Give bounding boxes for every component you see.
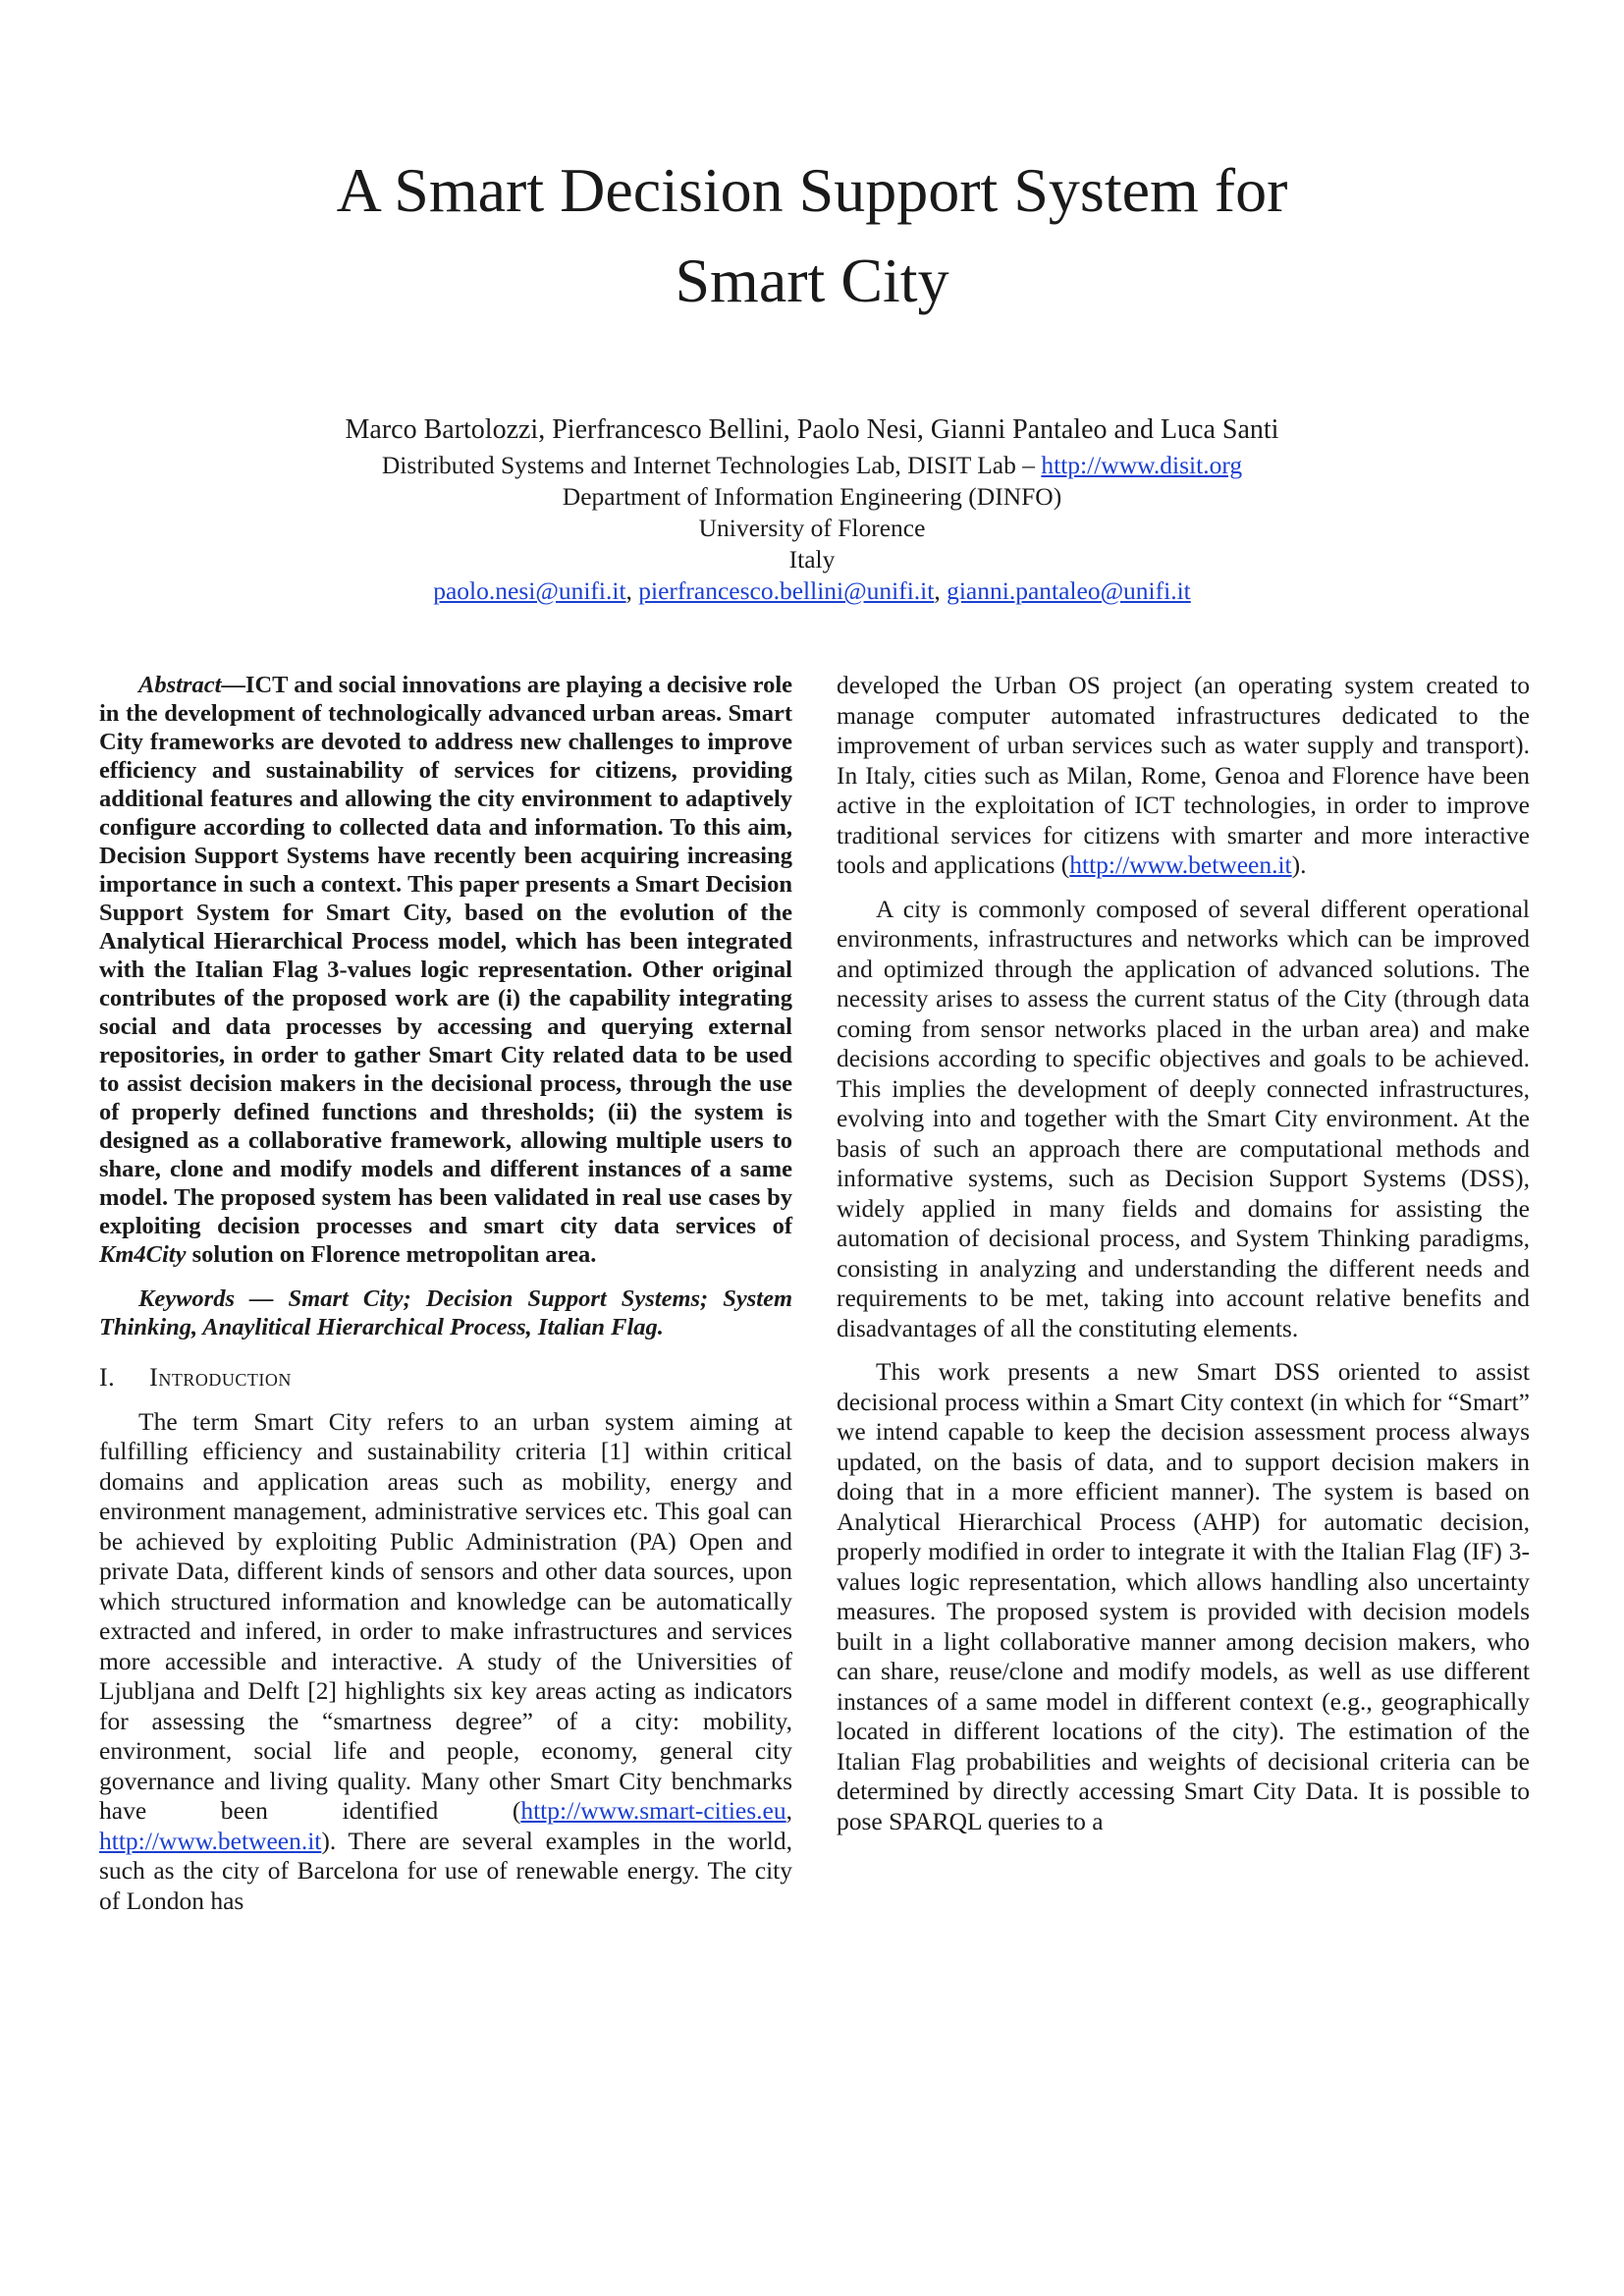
section-number: I. (99, 1363, 116, 1392)
email-separator: , (625, 576, 639, 605)
right-paragraph-1 (837, 671, 1530, 881)
link-separator: , (785, 1796, 792, 1825)
abstract-italic-term: Km4City (99, 1241, 187, 1268)
left-column (99, 671, 792, 1916)
email-link-bellini[interactable]: pierfrancesco.bellini@unifi.it (638, 576, 935, 605)
right-p1-text: developed the Urban OS project (an operating system created to manage computer automated infrastructures dedicated to the improvement of urban services such as water supply and transport). In Italy, cities such as Milan, Rome, Genoa and Florence have been active in the exploitation of ICT technologies, in order to improve traditional services for citizens with smarter and more interactive tools and applications ( (837, 671, 1530, 879)
email-line (0, 575, 1624, 607)
affiliation-block (0, 450, 1624, 607)
lab-line (0, 450, 1624, 481)
intro-tail: ). There are several examples in the world, such as the city of Barcelona for use of renewable energy. The city of London has (99, 1826, 792, 1915)
between-link-2[interactable]: http://www.between.it (1069, 850, 1292, 879)
paper-title (0, 145, 1624, 326)
lab-url-link[interactable]: http://www.disit.org (1041, 451, 1243, 479)
title-line-2: Smart City (675, 246, 949, 315)
abstract-lead: Abstract (138, 672, 222, 698)
between-link[interactable]: http://www.between.it (99, 1826, 322, 1855)
author-list: Marco Bartolozzi, Pierfrancesco Bellini, Paolo Nesi, Gianni Pantaleo and Luca Santi (345, 414, 1279, 445)
right-paragraph-3: This work presents a new Smart DSS oriented to assist decisional process within a Smart City context (in which for “Smart” we intend capable to keep the decision assessment process always updated, on the basis of data, and to support decision makers in doing that in a more efficient manner). The system is based on Analytical Hierarchical Process (AHP) for automatic decision, properly modified in order to integrate it with the Italian Flag (IF) 3-values logic representation, which allows handling also uncertainty measures. The proposed system is provided with decision models built in a light collaborative manner among decision makers, who can share, reuse/clone and modify models, as well as use different instances of a same model in different context (e.g., geographically located in different locations of the city). The estimation of the Italian Flag probabilities and weights of decisional criteria can be determined by directly accessing Smart City Data. It is possible to pose SPARQL queries to a (837, 1357, 1530, 1835)
title-line-1: A Smart Decision Support System for (336, 155, 1288, 225)
section-title: Introduction (149, 1363, 292, 1392)
country-line: Italy (788, 545, 836, 574)
email-separator: , (934, 576, 947, 605)
email-link-nesi[interactable]: paolo.nesi@unifi.it (433, 576, 626, 605)
department-line: Department of Information Engineering (DINFO) (562, 482, 1062, 511)
email-link-pantaleo[interactable]: gianni.pantaleo@unifi.it (947, 576, 1191, 605)
intro-text: The term Smart City refers to an urban system aiming at fulfilling efficiency and sustainability criteria [1] within critical domains and application areas such as mobility, energy and environment management, administrative services etc. This goal can be achieved by exploiting Public Administration (PA) Open and private Data, different kinds of sensors and other data sources, upon which structured information and knowledge can be automatically extracted and infered, in order to make infrastructures and services more accessible and interactive. A study of the Universities of Ljubljana and Delft [2] highlights six key areas acting as indicators for assessing the “smartness degree” of a city: mobility, environment, social life and people, economy, general city governance and living quality. Many other Smart City benchmarks have been identified ( (99, 1406, 792, 1825)
intro-paragraph-1 (99, 1407, 792, 1917)
right-p1-tail: ). (1291, 850, 1307, 879)
right-paragraph-2: A city is commonly composed of several different operational environments, infrastructures and networks which can be improved and optimized through the application of advanced solutions. The necessity arises to assess the current status of the City (through data coming from sensor networks placed in the urban area) and make decisions according to specific objectives and goals to be achieved. This implies the development of deeply connected infrastructures, evolving into and together with the Smart City environment. At the basis of such an approach there are computational methods and informative systems, such as Decision Support Systems (DSS), widely applied in many fields and domains for assisting the automation of decisional process, and System Thinking paradigms, consisting in analyzing and understanding the different needs and requirements to be met, taking into account relative benefits and disadvantages of all the constituting elements. (837, 894, 1530, 1342)
section-heading-introduction (99, 1363, 792, 1394)
lab-text: Distributed Systems and Internet Technologies Lab, DISIT Lab – (381, 451, 1042, 479)
keywords-paragraph: Keywords — Smart City; Decision Support Systems; System Thinking, Anaylitical Hierarchical Process, Italian Flag. (99, 1285, 792, 1340)
smart-cities-link[interactable]: http://www.smart-cities.eu (520, 1796, 786, 1825)
abstract-tail: solution on Florence metropolitan area. (186, 1241, 597, 1268)
university-line: University of Florence (698, 514, 926, 542)
abstract-text: —ICT and social innovations are playing a decisive role in the development of technologically advanced urban areas. Smart City frameworks are devoted to address new challenges to improve efficiency and sustainability of services for citizens, providing additional features and allowing the city environment to adaptively configure according to collected data and information. To this aim, Decision Support Systems have recently been acquiring increasing importance in such a context. This paper presents a Smart Decision Support System for Smart City, based on the evolution of the Analytical Hierarchical Process model, which has been integrated with the Italian Flag 3-values logic representation. Other original contributes of the proposed work are (i) the capability integrating social and data processes by accessing and querying external repositories, in order to gather Smart City related data to be used to assist decision makers in the decisional process, through the use of properly defined functions and thresholds; (ii) the system is designed as a collaborative framework, allowing multiple users to share, clone and modify models and different instances of a same model. The proposed system has been validated in real use cases by exploiting decision processes and smart city data services of (99, 672, 792, 1239)
abstract-paragraph (99, 671, 792, 1269)
right-column (837, 671, 1530, 1836)
